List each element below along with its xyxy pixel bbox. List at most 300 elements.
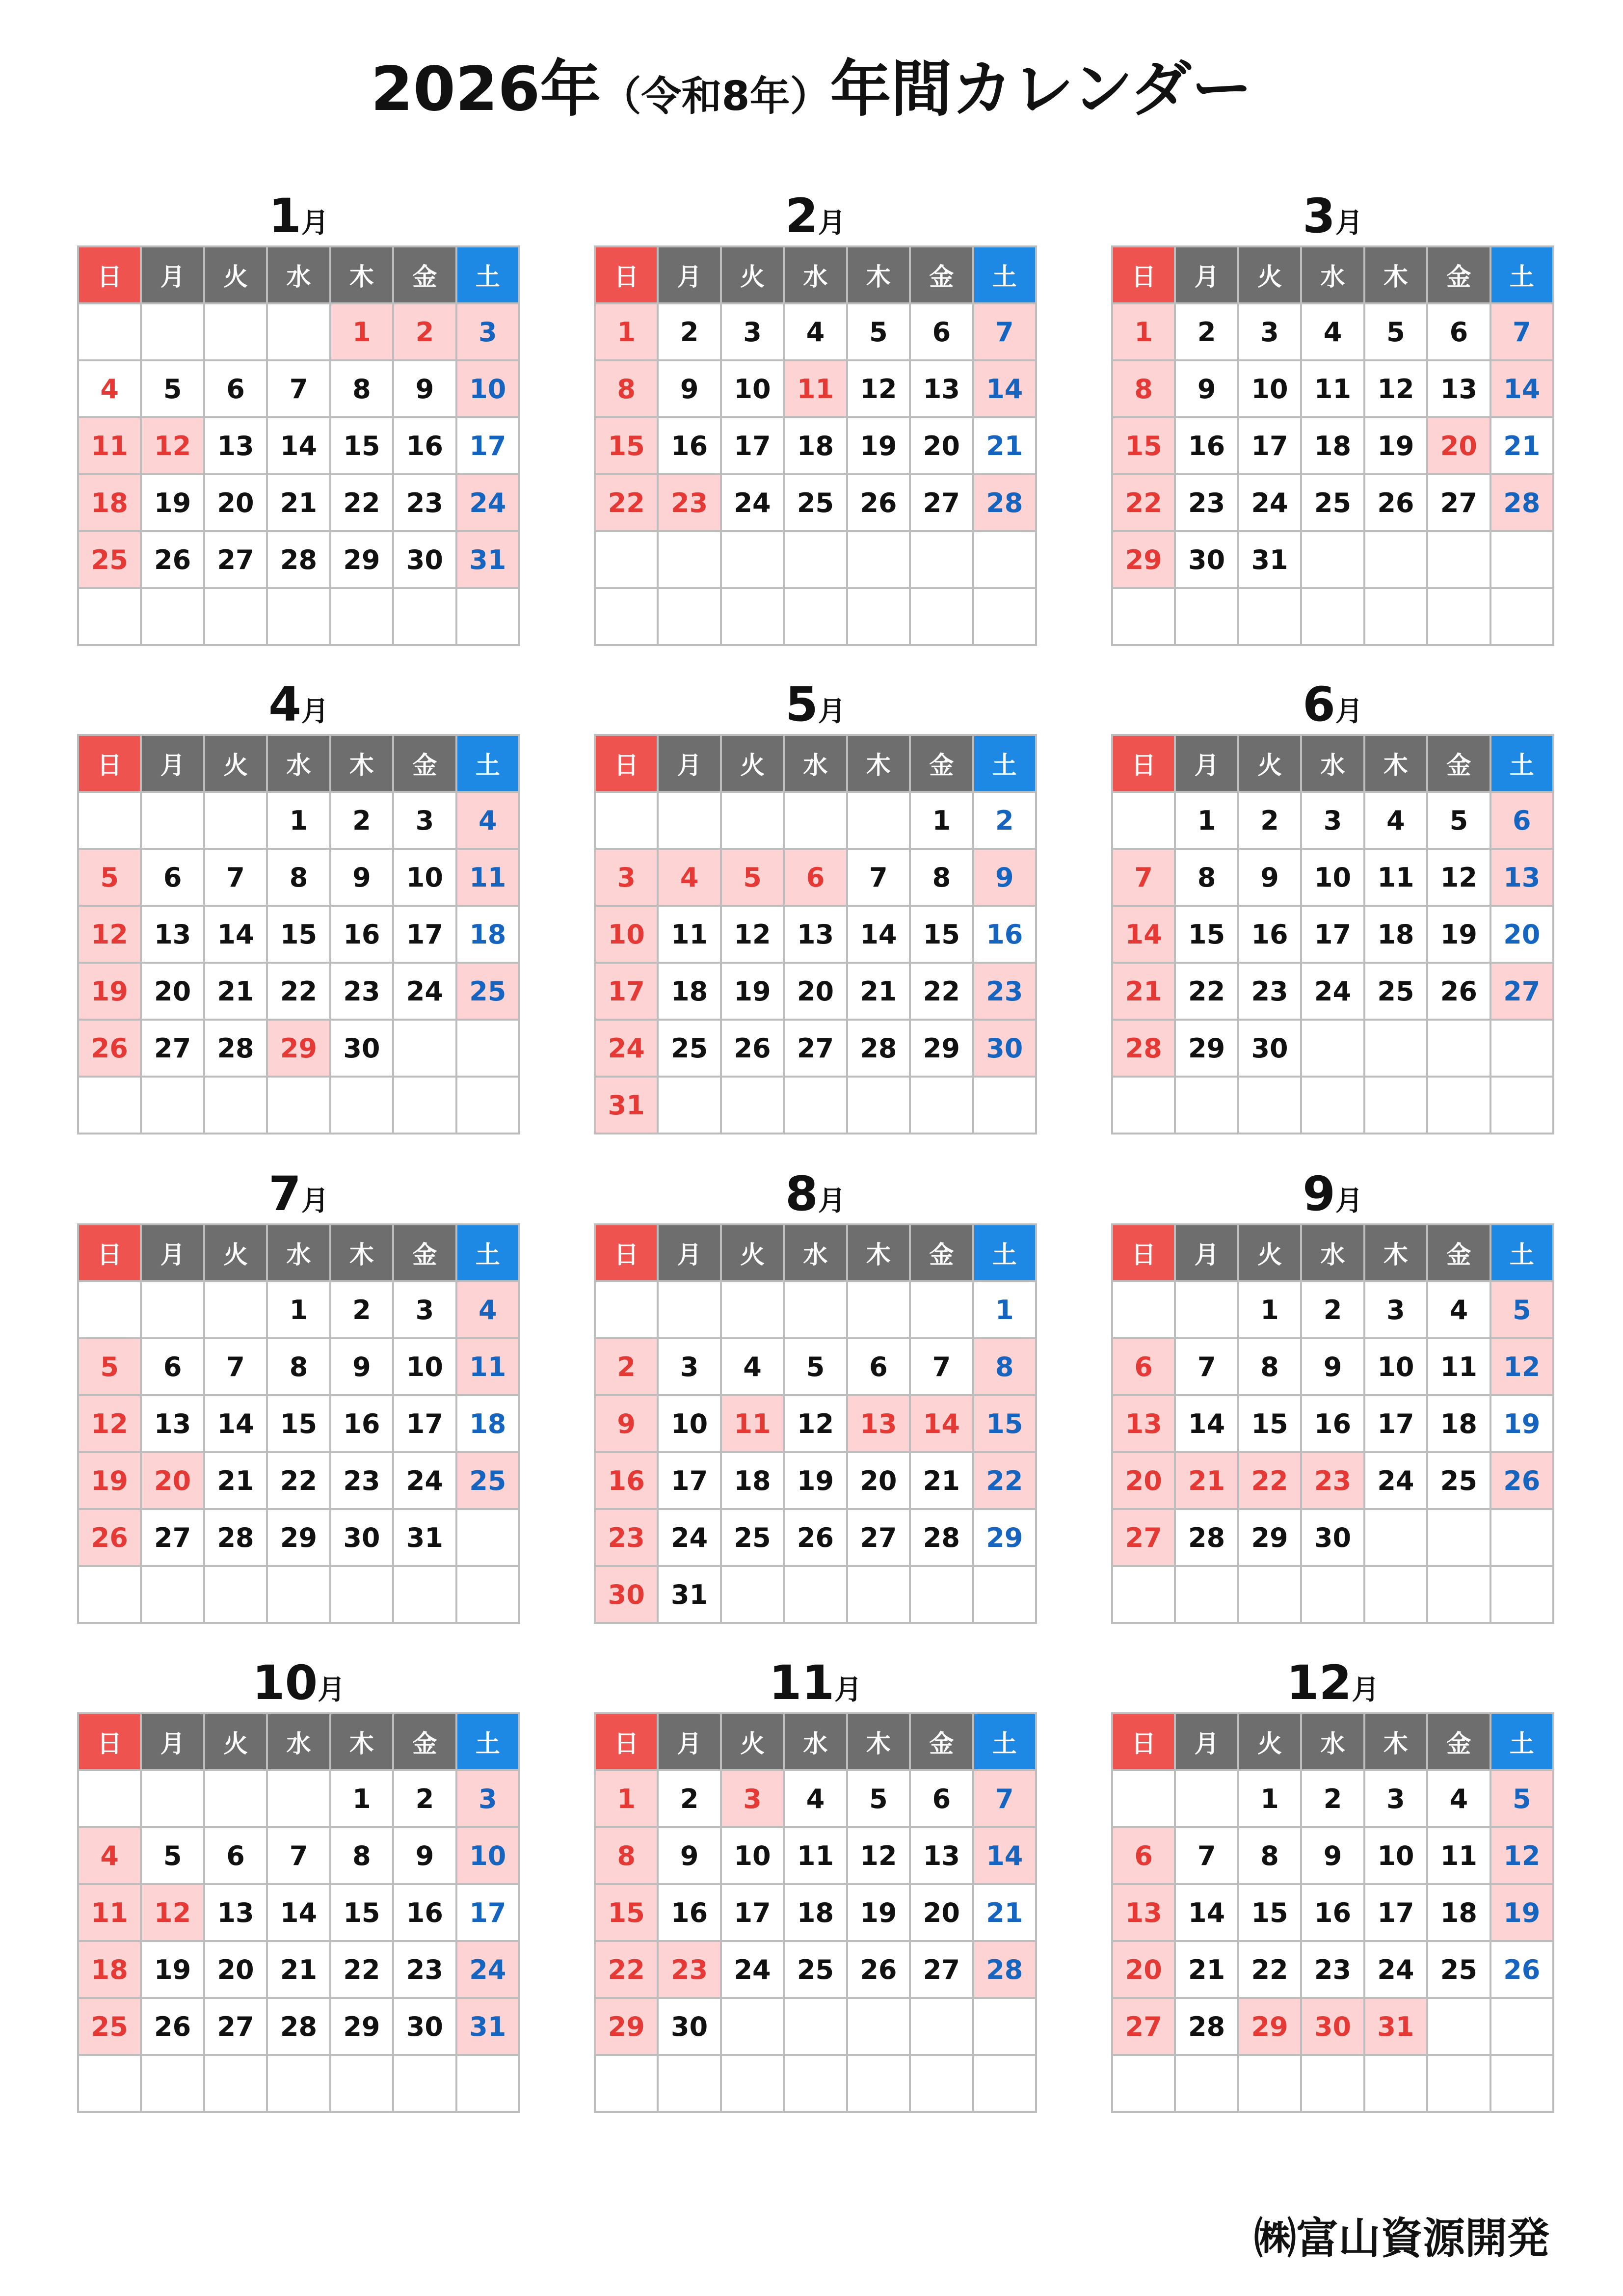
day-cell-holiday: 31 bbox=[457, 1999, 520, 2056]
empty-cell bbox=[659, 793, 721, 850]
day-cell: 21 bbox=[205, 1453, 268, 1510]
month-calendar bbox=[594, 1653, 1037, 2113]
day-cell-holiday: 9 bbox=[974, 850, 1037, 907]
empty-cell bbox=[1365, 532, 1428, 589]
month-number: 7 bbox=[268, 1166, 301, 1221]
day-cell: 19 bbox=[722, 964, 785, 1021]
month-number: 12 bbox=[1286, 1655, 1352, 1710]
day-cell-holiday: 2 bbox=[394, 304, 457, 361]
day-cell: 25 bbox=[1428, 1453, 1491, 1510]
day-cell: 20 bbox=[785, 964, 848, 1021]
day-cell: 6 bbox=[911, 1771, 974, 1828]
empty-cell bbox=[394, 1567, 457, 1624]
day-cell: 17 bbox=[1365, 1396, 1428, 1453]
day-cell: 25 bbox=[785, 1942, 848, 1999]
day-cell-holiday: 31 bbox=[1365, 1999, 1428, 2056]
day-cell: 27 bbox=[142, 1021, 205, 1078]
empty-cell bbox=[911, 1282, 974, 1339]
day-cell: 5 bbox=[848, 304, 911, 361]
day-cell-holiday: 24 bbox=[457, 475, 520, 532]
empty-cell bbox=[142, 1771, 205, 1828]
day-cell: 25 bbox=[785, 475, 848, 532]
month-number: 11 bbox=[769, 1655, 835, 1710]
weekday-header: 水 bbox=[785, 1225, 848, 1282]
day-cell: 28 bbox=[205, 1021, 268, 1078]
empty-cell bbox=[659, 1282, 721, 1339]
day-cell: 27 bbox=[848, 1510, 911, 1567]
day-cell-holiday: 23 bbox=[659, 475, 721, 532]
empty-cell bbox=[142, 1282, 205, 1339]
weekday-header: 日 bbox=[596, 1714, 659, 1771]
empty-cell bbox=[457, 2056, 520, 2113]
weekday-header: 火 bbox=[205, 247, 268, 304]
weekday-header: 土 bbox=[974, 736, 1037, 793]
weekday-header: 日 bbox=[79, 1714, 142, 1771]
weekday-header: 木 bbox=[331, 736, 394, 793]
day-cell: 11 bbox=[1302, 361, 1365, 418]
day-cell: 22 bbox=[1239, 1942, 1302, 1999]
empty-cell bbox=[142, 589, 205, 646]
empty-cell bbox=[331, 589, 394, 646]
day-cell-holiday: 23 bbox=[659, 1942, 721, 1999]
month-grid bbox=[594, 734, 1037, 1134]
empty-cell bbox=[1176, 1282, 1239, 1339]
day-cell-holiday: 11 bbox=[785, 361, 848, 418]
day-cell-holiday: 8 bbox=[596, 1828, 659, 1885]
month-calendar bbox=[1111, 1164, 1554, 1624]
empty-cell bbox=[659, 589, 721, 646]
day-cell: 11 bbox=[1428, 1339, 1491, 1396]
day-cell: 14 bbox=[1176, 1396, 1239, 1453]
day-cell: 19 bbox=[785, 1453, 848, 1510]
day-cell: 23 bbox=[1302, 1942, 1365, 1999]
day-cell-holiday: 5 bbox=[1491, 1771, 1554, 1828]
day-cell: 24 bbox=[1239, 475, 1302, 532]
day-cell-holiday: 12 bbox=[1491, 1828, 1554, 1885]
day-cell-holiday: 11 bbox=[457, 1339, 520, 1396]
day-cell-holiday: 3 bbox=[596, 850, 659, 907]
day-cell: 11 bbox=[1428, 1828, 1491, 1885]
title-text: 年間カレンダー bbox=[830, 54, 1252, 125]
day-cell-holiday: 29 bbox=[596, 1999, 659, 2056]
empty-cell bbox=[1365, 589, 1428, 646]
empty-cell bbox=[596, 793, 659, 850]
empty-cell bbox=[1365, 1078, 1428, 1134]
empty-cell bbox=[142, 793, 205, 850]
empty-cell bbox=[596, 589, 659, 646]
empty-cell bbox=[785, 1999, 848, 2056]
day-cell: 13 bbox=[1428, 361, 1491, 418]
day-cell: 30 bbox=[394, 1999, 457, 2056]
day-cell: 23 bbox=[1176, 475, 1239, 532]
day-cell-holiday: 1 bbox=[596, 304, 659, 361]
day-cell: 3 bbox=[1302, 793, 1365, 850]
day-cell-holiday: 15 bbox=[596, 1885, 659, 1942]
day-cell: 2 bbox=[394, 1771, 457, 1828]
weekday-header: 金 bbox=[394, 1225, 457, 1282]
weekday-header: 木 bbox=[848, 247, 911, 304]
day-cell: 30 bbox=[394, 532, 457, 589]
day-cell: 28 bbox=[268, 532, 331, 589]
day-cell-holiday: 14 bbox=[974, 361, 1037, 418]
day-cell: 17 bbox=[722, 1885, 785, 1942]
day-cell-holiday: 10 bbox=[596, 907, 659, 964]
day-cell: 7 bbox=[1176, 1339, 1239, 1396]
day-cell-holiday: 27 bbox=[1491, 964, 1554, 1021]
day-cell: 19 bbox=[1428, 907, 1491, 964]
empty-cell bbox=[659, 1078, 721, 1134]
day-cell: 17 bbox=[1239, 418, 1302, 475]
month-calendar bbox=[594, 1164, 1037, 1624]
empty-cell bbox=[1113, 1567, 1176, 1624]
day-cell: 30 bbox=[1239, 1021, 1302, 1078]
day-cell: 8 bbox=[1239, 1339, 1302, 1396]
day-cell: 29 bbox=[268, 1510, 331, 1567]
day-cell: 20 bbox=[205, 1942, 268, 1999]
day-cell-holiday: 3 bbox=[722, 1771, 785, 1828]
empty-cell bbox=[142, 1567, 205, 1624]
weekday-header: 金 bbox=[1428, 1714, 1491, 1771]
day-cell: 1 bbox=[331, 1771, 394, 1828]
weekday-header: 木 bbox=[1365, 247, 1428, 304]
day-cell: 18 bbox=[1302, 418, 1365, 475]
weekday-header: 月 bbox=[142, 247, 205, 304]
day-cell: 26 bbox=[785, 1510, 848, 1567]
day-cell: 22 bbox=[268, 964, 331, 1021]
day-cell: 22 bbox=[268, 1453, 331, 1510]
empty-cell bbox=[394, 2056, 457, 2113]
page-title bbox=[0, 54, 1623, 125]
day-cell-holiday: 13 bbox=[1491, 850, 1554, 907]
month-calendar bbox=[77, 1164, 520, 1624]
day-cell: 9 bbox=[394, 361, 457, 418]
month-suffix: 月 bbox=[318, 1674, 346, 1706]
day-cell: 13 bbox=[205, 1885, 268, 1942]
day-cell: 24 bbox=[1365, 1942, 1428, 1999]
day-cell: 14 bbox=[205, 907, 268, 964]
day-cell: 8 bbox=[268, 1339, 331, 1396]
day-cell: 18 bbox=[1428, 1885, 1491, 1942]
day-cell: 27 bbox=[142, 1510, 205, 1567]
day-cell-holiday: 14 bbox=[1491, 361, 1554, 418]
weekday-header: 土 bbox=[457, 1714, 520, 1771]
empty-cell bbox=[142, 2056, 205, 2113]
day-cell-holiday: 24 bbox=[457, 1942, 520, 1999]
weekday-header: 金 bbox=[1428, 736, 1491, 793]
day-cell-holiday: 31 bbox=[457, 532, 520, 589]
weekday-header: 水 bbox=[268, 736, 331, 793]
day-cell: 27 bbox=[205, 532, 268, 589]
day-cell: 20 bbox=[205, 475, 268, 532]
weekday-header: 水 bbox=[1302, 736, 1365, 793]
day-cell: 13 bbox=[911, 361, 974, 418]
day-cell: 12 bbox=[722, 907, 785, 964]
day-cell-holiday: 4 bbox=[457, 1282, 520, 1339]
day-cell: 5 bbox=[848, 1771, 911, 1828]
day-cell: 7 bbox=[268, 361, 331, 418]
day-cell: 28 bbox=[848, 1021, 911, 1078]
month-suffix: 月 bbox=[301, 1185, 329, 1217]
day-cell-holiday: 25 bbox=[457, 964, 520, 1021]
day-cell: 6 bbox=[205, 361, 268, 418]
day-cell: 9 bbox=[1239, 850, 1302, 907]
weekday-header: 火 bbox=[1239, 1225, 1302, 1282]
day-cell: 29 bbox=[911, 1021, 974, 1078]
day-cell-holiday: 14 bbox=[974, 1828, 1037, 1885]
day-cell-holiday: 3 bbox=[457, 304, 520, 361]
day-cell: 18 bbox=[457, 907, 520, 964]
empty-cell bbox=[1428, 1567, 1491, 1624]
day-cell: 19 bbox=[848, 1885, 911, 1942]
weekday-header: 月 bbox=[659, 247, 721, 304]
empty-cell bbox=[848, 1078, 911, 1134]
empty-cell bbox=[1302, 1078, 1365, 1134]
day-cell: 3 bbox=[1365, 1771, 1428, 1828]
empty-cell bbox=[205, 589, 268, 646]
day-cell: 21 bbox=[974, 1885, 1037, 1942]
weekday-header: 土 bbox=[1491, 1225, 1554, 1282]
day-cell: 7 bbox=[911, 1339, 974, 1396]
month-title bbox=[1111, 1653, 1554, 1712]
weekday-header: 金 bbox=[394, 1714, 457, 1771]
day-cell: 13 bbox=[911, 1828, 974, 1885]
day-cell: 17 bbox=[722, 418, 785, 475]
weekday-header: 水 bbox=[1302, 1714, 1365, 1771]
weekday-header: 金 bbox=[911, 736, 974, 793]
weekday-header: 水 bbox=[268, 1225, 331, 1282]
day-cell: 29 bbox=[974, 1510, 1037, 1567]
day-cell: 16 bbox=[1176, 418, 1239, 475]
weekday-header: 水 bbox=[785, 736, 848, 793]
day-cell: 4 bbox=[1365, 793, 1428, 850]
day-cell: 1 bbox=[1239, 1771, 1302, 1828]
weekday-header: 水 bbox=[268, 1714, 331, 1771]
day-cell-holiday: 2 bbox=[596, 1339, 659, 1396]
day-cell-holiday: 23 bbox=[596, 1510, 659, 1567]
day-cell-holiday: 30 bbox=[1302, 1999, 1365, 2056]
day-cell: 24 bbox=[394, 1453, 457, 1510]
day-cell: 25 bbox=[659, 1021, 721, 1078]
empty-cell bbox=[268, 589, 331, 646]
day-cell: 10 bbox=[722, 361, 785, 418]
weekday-header: 木 bbox=[331, 1714, 394, 1771]
day-cell: 17 bbox=[394, 907, 457, 964]
day-cell-holiday: 1 bbox=[596, 1771, 659, 1828]
day-cell-holiday: 12 bbox=[142, 1885, 205, 1942]
empty-cell bbox=[394, 589, 457, 646]
day-cell: 18 bbox=[1428, 1396, 1491, 1453]
month-title bbox=[1111, 1164, 1554, 1223]
month-grid bbox=[1111, 245, 1554, 646]
day-cell: 19 bbox=[142, 1942, 205, 1999]
day-cell: 4 bbox=[1428, 1771, 1491, 1828]
day-cell: 1 bbox=[1239, 1282, 1302, 1339]
day-cell: 15 bbox=[911, 907, 974, 964]
empty-cell bbox=[848, 589, 911, 646]
empty-cell bbox=[268, 2056, 331, 2113]
weekday-header: 金 bbox=[911, 1714, 974, 1771]
empty-cell bbox=[785, 2056, 848, 2113]
weekday-header: 土 bbox=[457, 736, 520, 793]
empty-cell bbox=[142, 1078, 205, 1134]
day-cell: 12 bbox=[1428, 850, 1491, 907]
empty-cell bbox=[848, 1282, 911, 1339]
day-cell-holiday: 25 bbox=[457, 1453, 520, 1510]
day-cell: 2 bbox=[659, 1771, 721, 1828]
empty-cell bbox=[1302, 532, 1365, 589]
empty-cell bbox=[1491, 2056, 1554, 2113]
day-cell: 29 bbox=[1239, 1510, 1302, 1567]
day-cell: 25 bbox=[722, 1510, 785, 1567]
day-cell: 11 bbox=[1365, 850, 1428, 907]
day-cell: 9 bbox=[331, 850, 394, 907]
month-suffix: 月 bbox=[818, 696, 846, 728]
empty-cell bbox=[911, 1999, 974, 2056]
day-cell: 14 bbox=[848, 907, 911, 964]
empty-cell bbox=[205, 1771, 268, 1828]
day-cell-holiday: 10 bbox=[457, 1828, 520, 1885]
day-cell: 1 bbox=[911, 793, 974, 850]
empty-cell bbox=[911, 2056, 974, 2113]
weekday-header: 月 bbox=[142, 1225, 205, 1282]
month-grid bbox=[77, 245, 520, 646]
month-calendar bbox=[77, 675, 520, 1134]
day-cell: 26 bbox=[848, 475, 911, 532]
empty-cell bbox=[205, 1282, 268, 1339]
empty-cell bbox=[457, 1021, 520, 1078]
weekday-header: 月 bbox=[142, 736, 205, 793]
day-cell: 27 bbox=[205, 1999, 268, 2056]
empty-cell bbox=[1491, 589, 1554, 646]
day-cell-holiday: 29 bbox=[1239, 1999, 1302, 2056]
day-cell: 6 bbox=[205, 1828, 268, 1885]
empty-cell bbox=[457, 1078, 520, 1134]
weekday-header: 水 bbox=[785, 1714, 848, 1771]
month-suffix: 月 bbox=[818, 1185, 846, 1217]
day-cell: 17 bbox=[457, 418, 520, 475]
day-cell: 27 bbox=[911, 1942, 974, 1999]
month-grid bbox=[1111, 734, 1554, 1134]
empty-cell bbox=[911, 589, 974, 646]
day-cell: 22 bbox=[1176, 964, 1239, 1021]
weekday-header: 火 bbox=[722, 1225, 785, 1282]
empty-cell bbox=[457, 1567, 520, 1624]
day-cell: 3 bbox=[394, 793, 457, 850]
day-cell: 2 bbox=[331, 793, 394, 850]
empty-cell bbox=[1491, 1021, 1554, 1078]
day-cell: 10 bbox=[1239, 361, 1302, 418]
empty-cell bbox=[1302, 589, 1365, 646]
day-cell: 10 bbox=[1365, 1828, 1428, 1885]
weekday-header: 木 bbox=[331, 247, 394, 304]
day-cell-holiday: 3 bbox=[457, 1771, 520, 1828]
day-cell-holiday: 14 bbox=[911, 1396, 974, 1453]
empty-cell bbox=[1176, 1078, 1239, 1134]
day-cell: 4 bbox=[785, 1771, 848, 1828]
day-cell: 20 bbox=[1491, 907, 1554, 964]
day-cell: 13 bbox=[205, 418, 268, 475]
weekday-header: 木 bbox=[1365, 1714, 1428, 1771]
day-cell: 10 bbox=[394, 1339, 457, 1396]
weekday-header: 金 bbox=[1428, 1225, 1491, 1282]
day-cell-holiday: 4 bbox=[79, 1828, 142, 1885]
day-cell: 5 bbox=[142, 361, 205, 418]
weekday-header: 木 bbox=[331, 1225, 394, 1282]
empty-cell bbox=[722, 1078, 785, 1134]
day-cell: 26 bbox=[1365, 475, 1428, 532]
day-cell: 19 bbox=[142, 475, 205, 532]
weekday-header: 月 bbox=[1176, 247, 1239, 304]
empty-cell bbox=[785, 1282, 848, 1339]
day-cell: 15 bbox=[1176, 907, 1239, 964]
month-title bbox=[77, 1164, 520, 1223]
weekday-header: 月 bbox=[659, 736, 721, 793]
empty-cell bbox=[1176, 1567, 1239, 1624]
day-cell: 15 bbox=[1239, 1885, 1302, 1942]
day-cell: 7 bbox=[205, 1339, 268, 1396]
day-cell-holiday: 28 bbox=[974, 1942, 1037, 1999]
empty-cell bbox=[785, 793, 848, 850]
day-cell: 5 bbox=[1428, 793, 1491, 850]
empty-cell bbox=[974, 1567, 1037, 1624]
weekday-header: 月 bbox=[1176, 1225, 1239, 1282]
empty-cell bbox=[79, 1771, 142, 1828]
day-cell: 9 bbox=[331, 1339, 394, 1396]
month-number: 2 bbox=[785, 189, 818, 243]
day-cell: 2 bbox=[331, 1282, 394, 1339]
day-cell: 6 bbox=[142, 850, 205, 907]
day-cell-holiday: 6 bbox=[1491, 793, 1554, 850]
day-cell-holiday: 4 bbox=[457, 793, 520, 850]
day-cell: 26 bbox=[142, 1999, 205, 2056]
day-cell: 14 bbox=[205, 1396, 268, 1453]
day-cell: 19 bbox=[1365, 418, 1428, 475]
day-cell: 15 bbox=[331, 418, 394, 475]
title-year: 2026年 bbox=[371, 54, 601, 125]
day-cell: 24 bbox=[394, 964, 457, 1021]
empty-cell bbox=[142, 304, 205, 361]
day-cell-holiday: 24 bbox=[596, 1021, 659, 1078]
day-cell-holiday: 21 bbox=[1176, 1453, 1239, 1510]
empty-cell bbox=[974, 1078, 1037, 1134]
day-cell-holiday: 12 bbox=[1491, 1339, 1554, 1396]
day-cell: 10 bbox=[1365, 1339, 1428, 1396]
weekday-header: 日 bbox=[79, 247, 142, 304]
month-calendar bbox=[77, 1653, 520, 2113]
day-cell: 25 bbox=[1365, 964, 1428, 1021]
month-number: 4 bbox=[268, 677, 301, 732]
weekday-header: 土 bbox=[1491, 736, 1554, 793]
day-cell-holiday: 8 bbox=[596, 361, 659, 418]
month-title bbox=[77, 1653, 520, 1712]
day-cell-holiday: 18 bbox=[79, 475, 142, 532]
day-cell: 12 bbox=[848, 1828, 911, 1885]
month-suffix: 月 bbox=[1335, 696, 1363, 728]
weekday-header: 金 bbox=[911, 247, 974, 304]
day-cell: 22 bbox=[331, 475, 394, 532]
day-cell: 18 bbox=[785, 1885, 848, 1942]
day-cell: 23 bbox=[1239, 964, 1302, 1021]
day-cell-holiday: 5 bbox=[1491, 1282, 1554, 1339]
empty-cell bbox=[268, 1771, 331, 1828]
weekday-header: 火 bbox=[1239, 247, 1302, 304]
empty-cell bbox=[79, 793, 142, 850]
day-cell: 27 bbox=[1428, 475, 1491, 532]
month-grid bbox=[1111, 1712, 1554, 2113]
day-cell: 4 bbox=[1302, 304, 1365, 361]
empty-cell bbox=[1491, 1999, 1554, 2056]
month-title bbox=[594, 187, 1037, 245]
